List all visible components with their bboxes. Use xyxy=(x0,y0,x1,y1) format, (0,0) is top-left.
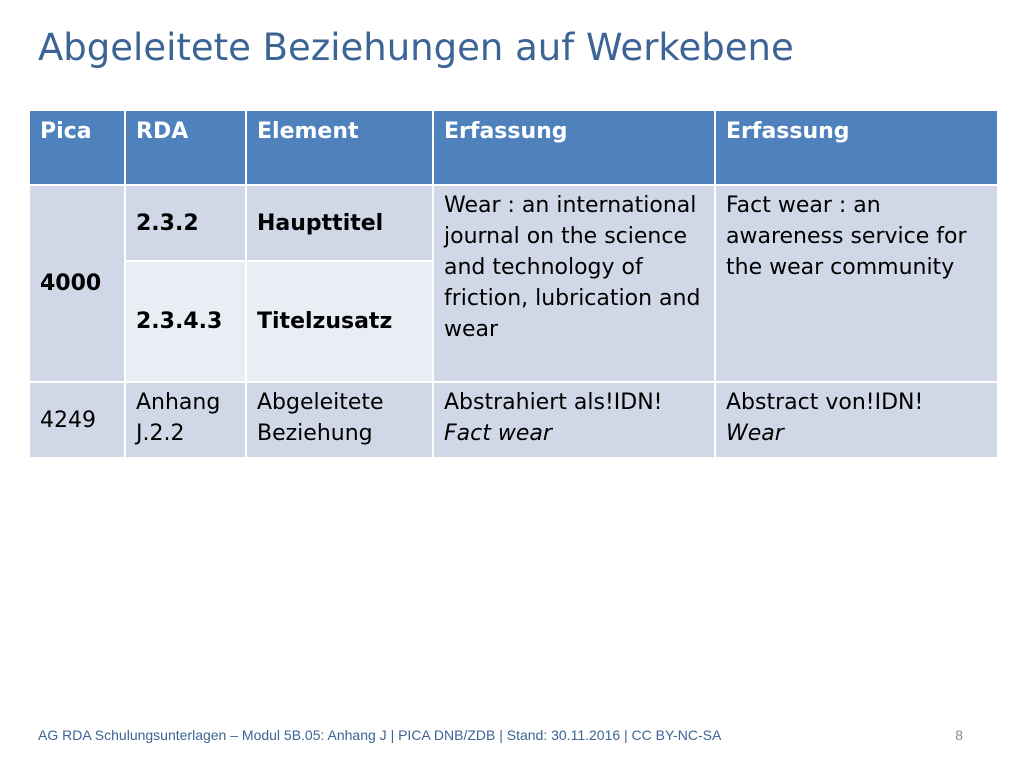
header-rda: RDA xyxy=(125,110,246,185)
erfassung-prefix: Abstract von!IDN! xyxy=(726,390,924,415)
erfassung-prefix: Abstrahiert als!IDN! xyxy=(444,390,663,415)
header-erfassung-1: Erfassung xyxy=(433,110,715,185)
table-row xyxy=(29,382,998,458)
cell-element-titelzusatz: Titelzusatz xyxy=(246,261,433,382)
footer-text: AG RDA Schulungsunterlagen – Modul 5B.05: Anhang J | PICA DNB/ZDB | Stand: 30.11.2016 | CC BY-NC-SA xyxy=(38,727,722,743)
cell-rda-2-3-2: 2.3.2 xyxy=(125,185,246,261)
table-row xyxy=(29,185,998,261)
cell-erfassung-abstract xyxy=(715,382,998,458)
slide-title: Abgeleitete Beziehungen auf Werkebene xyxy=(38,26,794,69)
cell-rda-2-3-4-3: 2.3.4.3 xyxy=(125,261,246,382)
cell-element-abgeleitete-beziehung: Abgeleitete Beziehung xyxy=(246,382,433,458)
data-table xyxy=(28,109,999,459)
cell-element-haupttitel: Haupttitel xyxy=(246,185,433,261)
cell-erfassung-wear: Wear : an international journal on the science and technology of friction, lubrication and wear xyxy=(433,185,715,382)
erfassung-linked-title: Fact wear xyxy=(444,421,552,446)
header-erfassung-2: Erfassung xyxy=(715,110,998,185)
cell-pica-4000: 4000 xyxy=(29,185,125,382)
cell-pica-4249: 4249 xyxy=(29,382,125,458)
header-pica: Pica xyxy=(29,110,125,185)
cell-rda-anhang: Anhang J.2.2 xyxy=(125,382,246,458)
cell-erfassung-abstrahiert xyxy=(433,382,715,458)
header-element: Element xyxy=(246,110,433,185)
erfassung-linked-title: Wear xyxy=(726,421,784,446)
cell-erfassung-fact-wear: Fact wear : an awareness service for the wear community xyxy=(715,185,998,382)
page-number: 8 xyxy=(955,727,963,743)
table-header-row xyxy=(29,110,998,185)
